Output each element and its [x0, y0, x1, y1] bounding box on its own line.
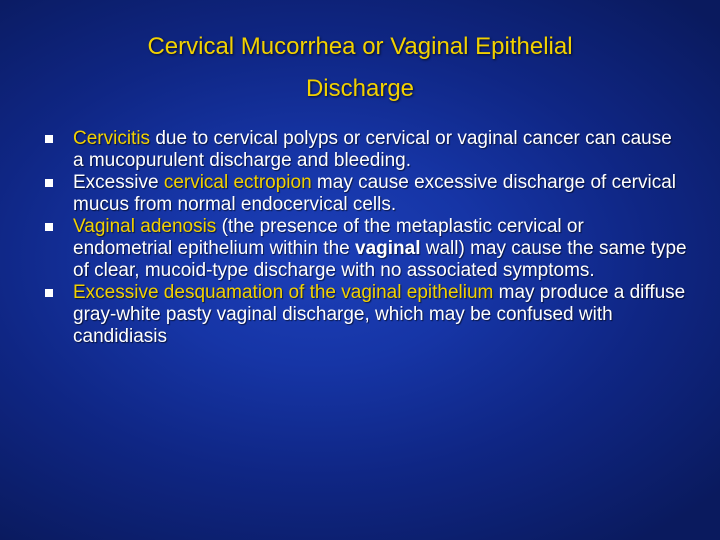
highlight-term: Cervicitis [73, 128, 151, 149]
slide-title-line-2: Discharge [305, 75, 415, 102]
highlight-term: cervical ectropion [163, 172, 312, 193]
bullet-text: may produce a diffuse gray-white pasty vaginal discharge, which may be confused with candidiasis [73, 282, 686, 347]
bullet-text-continued: wall) may cause the same type of clear, mucoid-type discharge with no associated symptoms. [73, 238, 687, 281]
bullet-item-cervicitis [57, 128, 687, 172]
square-bullet-icon [45, 179, 53, 187]
highlight-term: Vaginal adenosis [73, 216, 217, 237]
square-bullet-icon [45, 223, 53, 231]
bullet-item-cervical-ectropion [57, 172, 687, 216]
bullet-item-desquamation [57, 282, 687, 348]
bullet-text: may cause excessive discharge of cervical mucus from normal endocervical cells. [73, 172, 676, 215]
square-bullet-icon [45, 289, 53, 297]
bullet-item-vaginal-adenosis [57, 216, 687, 282]
bullet-text: due to cervical polyps or cervical or vaginal cancer can cause a mucopurulent discharge and bleeding. [73, 128, 672, 171]
slide-title-line-1: Cervical Mucorrhea or Vaginal Epithelial [147, 33, 573, 60]
bullet-prefix: Excessive [73, 172, 164, 193]
square-bullet-icon [45, 135, 53, 143]
bullet-text: (the presence of the metaplastic cervical or endometrial epithelium within the [73, 216, 584, 259]
bullet-list [57, 128, 687, 348]
bold-term: vaginal [355, 238, 421, 259]
slide-title [40, 26, 680, 110]
highlight-term: Excessive desquamation of the vaginal epithelium [73, 282, 494, 303]
